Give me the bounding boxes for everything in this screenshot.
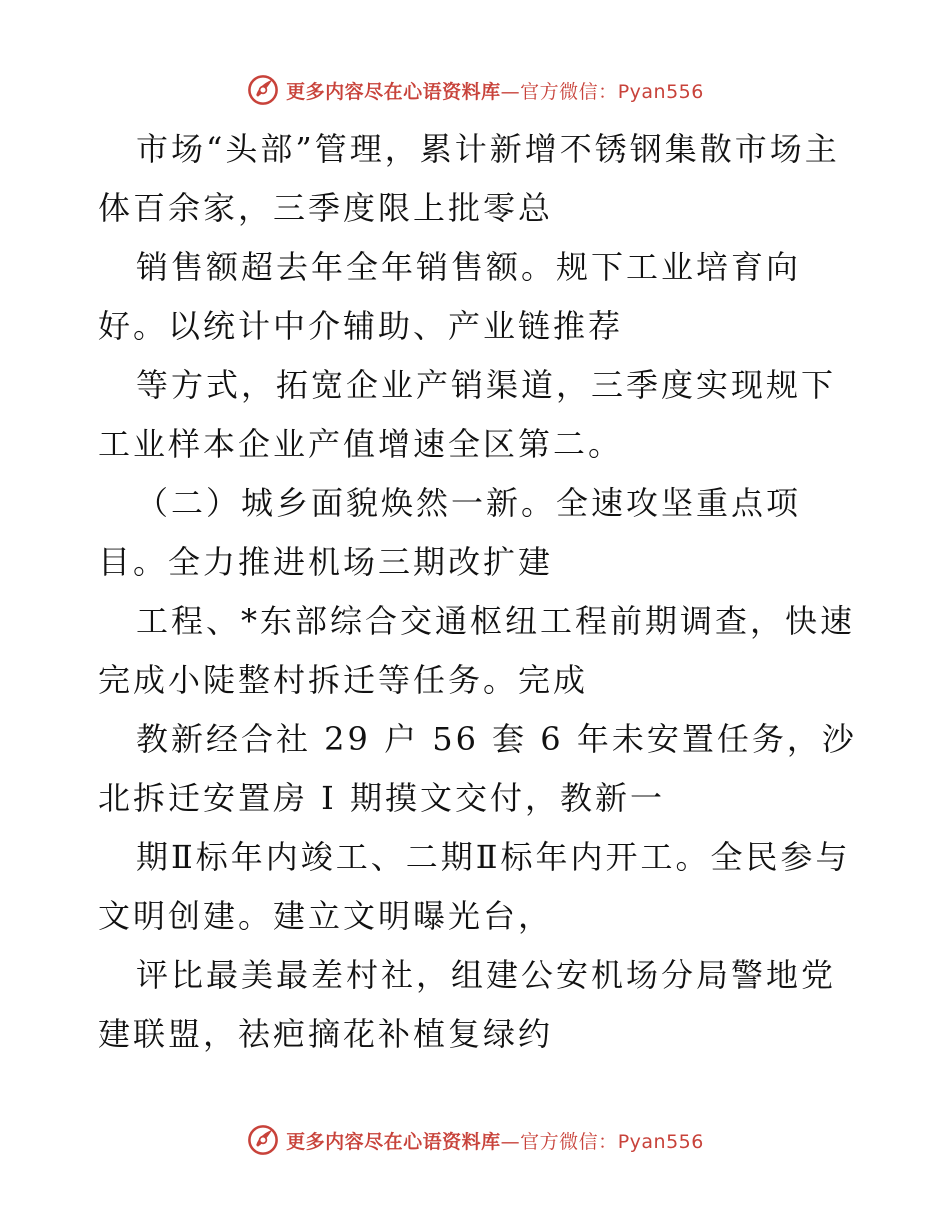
- paragraph-4: （二）城乡面貌焕然一新。全速攻坚重点项目。全力推进机场三期改扩建: [98, 484, 802, 581]
- watermark-wechat-label: 官方微信：: [520, 80, 618, 103]
- watermark-wechat-label: 官方微信：: [520, 1130, 618, 1153]
- watermark-wechat-id: Pyan556: [617, 1130, 704, 1153]
- paragraph-5: 工程、*东部综合交通枢纽工程前期调查，快速完成小陡整村拆迁等任务。完成: [98, 602, 856, 699]
- paragraph-8: 评比最美最差村社，组建公安机场分局警地党建联盟，祛疤摘花补植复绿约: [98, 956, 837, 1053]
- paragraph-7: 期Ⅱ标年内竣工、二期Ⅱ标年内开工。全民参与文明创建。建立文明曝光台，: [98, 838, 851, 935]
- watermark-main-text: 更多内容尽在心语资料库: [286, 1130, 501, 1153]
- paragraph-1: 市场“头部”管理，累计新增不锈钢集散市场主体百余家，三季度限上批零总: [98, 130, 840, 227]
- red-circle-logo-icon: [246, 1123, 280, 1157]
- paragraph-6: 教新经合社 29 户 56 套 6 年未安置任务，沙北拆迁安置房 Ⅰ 期摸文交付，教新一: [98, 720, 857, 817]
- document-body: [98, 120, 858, 1064]
- paragraph-3: 等方式，拓宽企业产销渠道，三季度实现规下工业样本企业产值增速全区第二。: [98, 366, 837, 463]
- watermark-main-text: 更多内容尽在心语资料库: [286, 80, 501, 103]
- watermark-wechat-id: Pyan556: [617, 80, 704, 103]
- watermark-text: [286, 1127, 704, 1154]
- header-watermark: [0, 70, 950, 110]
- watermark-text: [286, 77, 704, 104]
- paragraph-2: 销售额超去年全年销售额。规下工业培育向好。以统计中介辅助、产业链推荐: [98, 248, 802, 345]
- watermark-separator: —: [500, 80, 521, 103]
- watermark-separator: —: [500, 1130, 521, 1153]
- red-circle-logo-icon: [246, 73, 280, 107]
- footer-watermark: [0, 1120, 950, 1160]
